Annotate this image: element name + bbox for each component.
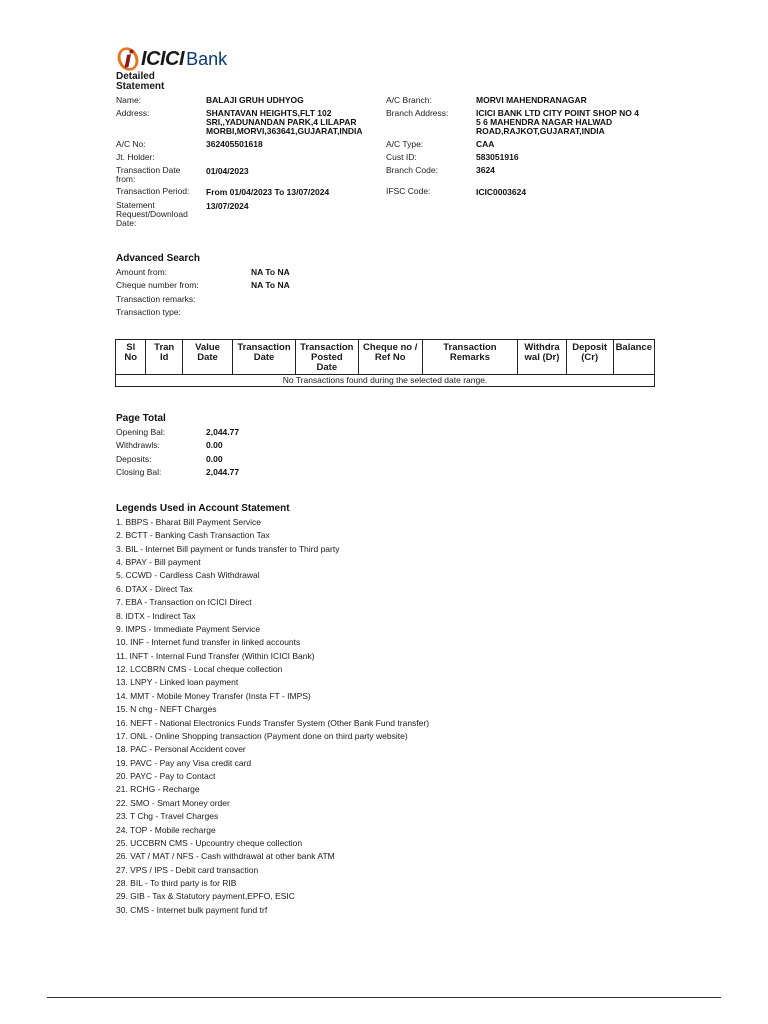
legend-item: 26. VAT / MAT / NFS - Cash withdrawal at other bank ATM [116,851,335,862]
col-header-posted-date [295,340,358,375]
empty-message: No Transactions found during the selected date range. [116,375,655,387]
col-header-text: (Cr) [581,352,599,363]
withdrawls-label: Withdrawls: [116,440,160,450]
col-header-text: wal (Dr) [524,352,560,363]
cheque-value: NA To NA [251,280,290,290]
withdrawls-value: 0.00 [206,440,223,450]
legend-item: 29. GIB - Tax & Statutory payment,EPFO, ESIC [116,891,295,902]
icici-logo-icon [116,46,140,72]
ifsc-label: IFSC Code: [386,186,431,196]
custid-value: 583051916 [476,152,519,162]
cheque-label: Cheque number from: [116,280,199,290]
closing-label: Closing Bal: [116,467,162,477]
acno-label: A/C No: [116,139,146,149]
legend-item: 1. BBPS - Bharat Bill Payment Service [116,517,262,527]
legend-item: 5. CCWD - Cardless Cash Withdrawal [116,570,260,581]
col-header-text: Value [195,342,220,353]
txndate-label [116,166,180,184]
branch-address-value [476,109,639,136]
col-header-text: Tran [154,342,175,353]
legend-item: 30. CMS - Internet bulk payment fund trf [116,904,268,915]
txndate-label-line: from: [116,174,136,184]
col-header-text: Withdra [524,342,560,353]
col-header-text: Date [316,362,338,373]
txndate-value: 01/04/2023 [206,166,249,176]
col-header-text: Date [253,352,275,363]
legend-item: 14. MMT - Mobile Money Transfer (Insta FT - IMPS) [116,690,311,701]
legend-item: 28. BIL - To third party is for RIB [116,877,237,888]
col-header-text: Ref No [374,352,406,363]
opening-label: Opening Bal: [116,427,166,437]
legend-item: 18. PAC - Personal Accident cover [116,744,246,755]
closing-value: 2,044.77 [206,467,240,477]
address-line: SHANTAVAN HEIGHTS,FLT 102 [206,108,332,118]
txnperiod-value: From 01/04/2023 To 13/07/2024 [206,187,330,197]
address-value [206,109,363,136]
legend-item: 19. PAVC - Pay any Visa credit card [116,757,252,768]
legend-item: 7. EBA - Transaction on ICICI Direct [116,597,252,608]
col-header-text: Transaction [443,342,497,353]
transactions-table [115,339,655,387]
legend-item: 15. N chg - NEFT Charges [116,704,217,715]
deposits-value: 0.00 [206,454,223,464]
col-header-transaction-date [233,340,296,375]
legend-item: 11. INFT - Internal Fund Transfer (Within ICICI Bank) [116,650,315,661]
legend-item: 12. LCCBRN CMS - Local cheque collection [116,664,283,675]
col-header-deposit [566,340,613,375]
col-header-text: Cheque no / [363,342,418,353]
legend-item: 25. UCCBRN CMS - Upcountry cheque collection [116,837,303,848]
col-header-text: Sl [126,342,136,353]
legend-item: 2. BCTT - Banking Cash Transaction Tax [116,530,270,541]
acno-value: 362405501618 [206,139,263,149]
name-value: BALAJI GRUH UDHYOG [206,95,304,105]
document-title [116,72,196,92]
col-header-text: Remarks [449,352,490,363]
col-header-value-date [182,340,232,375]
branch-address-label: Branch Address: [386,108,449,118]
amount-label: Amount from: [116,267,168,277]
amount-value: NA To NA [251,267,290,277]
stmtdate-label-line: Statement [116,200,155,210]
legend-item: 10. INF - Internet fund transfer in linked accounts [116,637,301,648]
branchcode-value: 3624 [476,165,495,175]
legend-item: 4. BPAY - Bill payment [116,557,201,568]
advanced-search-title: Advanced Search [116,253,200,264]
branch-address-line: 5 6 MAHENDRA NAGAR HALWAD [476,117,613,127]
col-header-text: Deposit [572,342,608,353]
page-total-title: Page Total [116,413,166,424]
bank-logo [116,44,227,74]
legend-item: 16. NEFT - National Electronics Funds Transfer System (Other Bank Fund transfer) [116,717,430,728]
type-label: Transaction type: [116,307,181,317]
col-header-text: No [124,352,138,363]
legend-item: 21. RCHG - Recharge [116,784,200,795]
stmtdate-value: 13/07/2024 [206,201,249,211]
address-line: MORBI,MORVI,363641,GUJARAT,INDIA [206,126,363,136]
table-row [116,375,655,387]
branchcode-label: Branch Code: [386,165,438,175]
table-header-row [116,340,655,375]
stmtdate-label [116,201,188,228]
address-label: Address: [116,108,150,118]
col-header-text: Balance [615,342,652,353]
address-line: SRI,,YADUNANDAN PARK,4 LILAPAR [206,117,357,127]
logo-wordmark: ICICI [141,47,185,70]
deposits-label: Deposits: [116,454,152,464]
footer-divider [47,997,721,998]
legend-item: 27. VPS / IPS - Debit card transaction [116,864,259,875]
legend-item: 17. ONL - Online Shopping transaction (Payment done on third party website) [116,730,408,741]
actype-value: CAA [476,139,495,149]
opening-value: 2,044.77 [206,427,240,437]
legend-item: 24. TOP - Mobile recharge [116,824,216,835]
logo-bank-text: Bank [186,48,228,69]
branch-address-line: ICICI BANK LTD CITY POINT SHOP NO 4 [476,108,639,118]
col-header-text: Id [159,352,169,363]
txndate-label-line: Transaction Date [116,165,181,175]
ifsc-value: ICIC0003624 [476,187,527,197]
legend-item: 22. SMO - Smart Money order [116,797,230,808]
stmtdate-label-line: Request/Download [116,209,188,219]
custid-label: Cust ID: [386,152,417,162]
col-header-balance [613,340,654,375]
jtholder-label: Jt. Holder: [116,152,155,162]
legend-item: 3. BIL - Internet Bill payment or funds transfer to Third party [116,543,340,554]
col-header-sl-no [116,340,146,375]
col-header-text: Date [197,352,218,363]
legend-item: 8. IDTX - Indirect Tax [116,610,196,621]
col-header-tran-id [146,340,183,375]
branch-address-line: ROAD,RAJKOT,GUJARAT,INDIA [476,126,605,136]
document-title-line2: Statement [116,81,165,92]
col-header-cheque-ref [358,340,422,375]
branch-value: MORVI MAHENDRANAGAR [476,95,587,105]
col-header-text: Transaction [237,342,291,353]
legend-item: 9. IMPS - Immediate Payment Service [116,623,261,634]
txnperiod-label: Transaction Period: [116,186,190,196]
legend-item: 23. T Chg - Travel Charges [116,811,219,822]
name-label: Name: [116,95,142,105]
document-title-line1: Detailed [116,71,155,82]
col-header-remarks [422,340,517,375]
legend-item: 6. DTAX - Direct Tax [116,583,193,594]
legends-title: Legends Used in Account Statement [116,503,290,514]
branch-label: A/C Branch: [386,95,432,105]
remarks-label: Transaction remarks: [116,294,196,304]
legend-item: 20. PAYC - Pay to Contact [116,771,216,782]
stmtdate-label-line: Date: [116,218,137,228]
col-header-withdrawal [518,340,567,375]
actype-label: A/C Type: [386,139,424,149]
col-header-text: Posted [310,352,343,363]
legend-item: 13. LNPY - Linked loan payment [116,677,239,688]
col-header-text: Transaction [300,342,354,353]
